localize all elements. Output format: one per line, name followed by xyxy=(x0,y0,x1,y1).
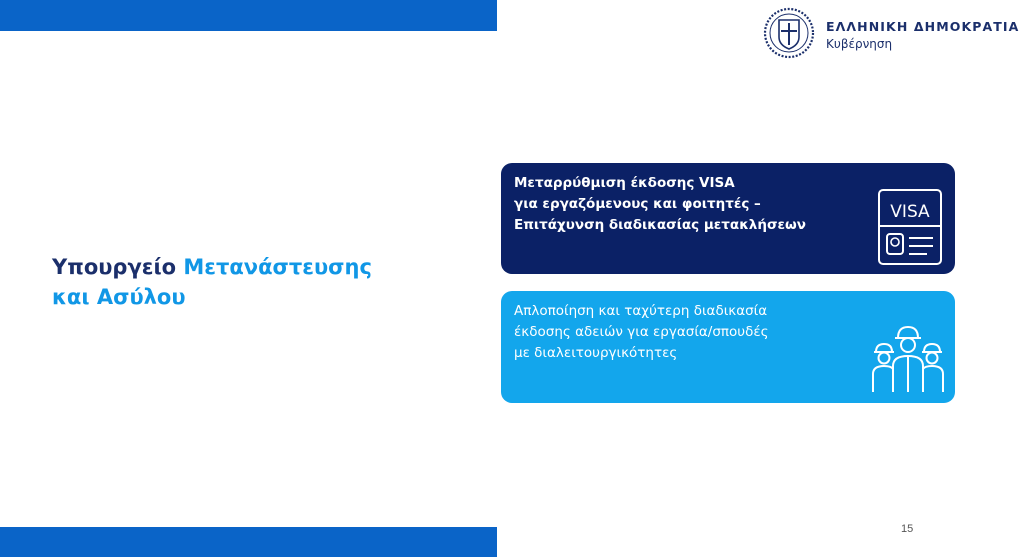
workers-icon xyxy=(871,324,945,394)
permits-text xyxy=(514,301,769,364)
card-line: Επιτάχυνση διαδικασίας μετακλήσεων xyxy=(514,217,806,233)
logo-subtitle: Κυβέρνηση xyxy=(826,37,893,51)
ministry-title-part3: και Ασύλου xyxy=(52,285,186,309)
card-line: Μεταρρύθμιση έκδοσης VISA xyxy=(514,175,735,191)
card-line: για εργαζόμενους και φοιτητές – xyxy=(514,196,761,212)
ministry-title-part1: Υπουργείο xyxy=(52,255,177,279)
visa-reform-text xyxy=(514,173,806,236)
permits-card xyxy=(501,291,955,403)
page-number: 15 xyxy=(901,523,914,535)
coat-of-arms-icon xyxy=(762,7,816,59)
visa-icon-label: VISA xyxy=(890,202,930,222)
top-accent-bar xyxy=(0,0,497,31)
card-line: Απλοποίηση και ταχύτερη διαδικασία xyxy=(514,303,768,319)
card-line: με διαλειτουργικότητες xyxy=(514,345,678,361)
visa-passport-icon xyxy=(877,188,943,266)
logo-title: ΕΛΛΗΝΙΚΗ ΔΗΜΟΚΡΑΤΙΑ xyxy=(826,19,1019,34)
government-logo xyxy=(762,7,1019,59)
bottom-accent-bar xyxy=(0,527,497,557)
ministry-title-part2: Μετανάστευσης xyxy=(183,255,372,279)
card-line: έκδοσης αδειών για εργασία/σπουδές xyxy=(514,324,769,340)
visa-reform-card xyxy=(501,163,955,274)
ministry-title xyxy=(52,252,372,312)
